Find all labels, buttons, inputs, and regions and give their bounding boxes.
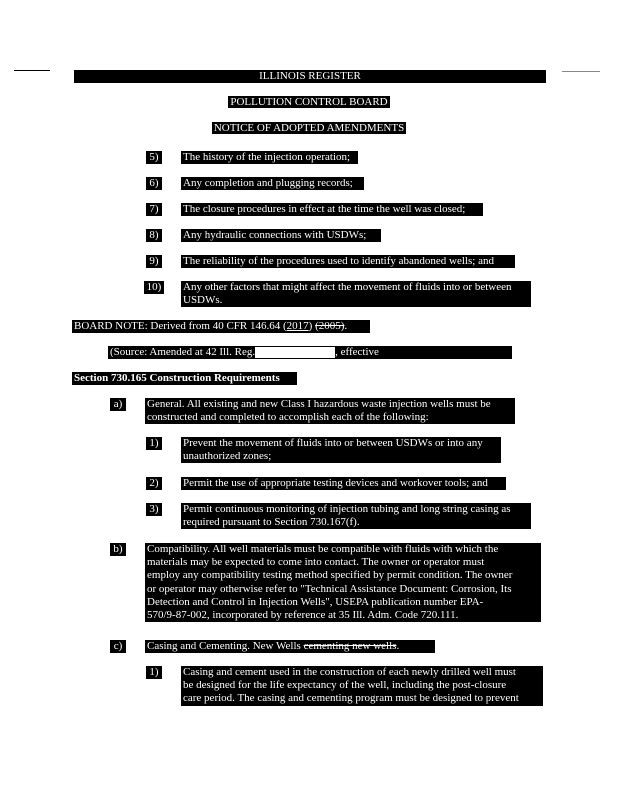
- list-item-text: Any hydraulic connections with USDWs;: [181, 229, 381, 242]
- subsection-text: General. All existing and new Class I hazardous waste injection wells must be constructed and completed to accomplish each of the following:: [145, 398, 515, 424]
- register-banner: [74, 70, 546, 83]
- subsection-text: Compatibility. All well materials must be compatible with fluids with which the materials may be expected to come into contact. The owner or operator must employ any compatibility testing method specified by permit condition. The owner or operator may otherwise refer to "Technical Assistance Document: Corrosion, Its Detection and Control in Injection Wells", USEPA publication number EPA- 570/9-87-002, incorporated by reference at 35 Ill. Adm. Code 720.111.: [145, 543, 541, 622]
- list-number: 1): [146, 437, 162, 450]
- list-item-text: The history of the injection operation;: [181, 151, 358, 164]
- left-edge-mark: [14, 70, 50, 71]
- list-item-text: Any other factors that might affect the movement of fluids into or between USDWs.: [181, 281, 531, 307]
- list-item-text: Permit the use of appropriate testing devices and workover tools; and: [181, 477, 506, 490]
- list-item-text: Prevent the movement of fluids into or between USDWs or into any unauthorized zones;: [181, 437, 501, 463]
- list-number: 1): [146, 666, 162, 679]
- list-item-text: Casing and cement used in the construction of each newly drilled well must be designed for the life expectancy of the well, including the post-closure care period. The casing and cementing program must be designed to prevent: [181, 666, 543, 706]
- list-item-text: Any completion and plugging records;: [181, 177, 364, 190]
- list-number: 5): [146, 151, 162, 164]
- notice-title: NOTICE OF ADOPTED AMENDMENTS: [213, 122, 405, 134]
- subsection-text: Casing and Cementing. New Wells cementing new wells.: [145, 640, 435, 653]
- list-number: 9): [146, 255, 162, 268]
- list-number: 3): [146, 503, 162, 516]
- subsection-letter: c): [110, 640, 126, 653]
- right-edge-mark: [562, 71, 600, 72]
- list-item-text: The closure procedures in effect at the time the well was closed;: [181, 203, 483, 216]
- list-number: 2): [146, 477, 162, 490]
- list-item-text: The reliability of the procedures used to identify abandoned wells; and: [181, 255, 515, 268]
- source-citation: (Source: Amended at 42 Ill. Reg. , effective ): [110, 346, 519, 358]
- list-number: 6): [146, 177, 162, 190]
- board-title: POLLUTION CONTROL BOARD: [230, 96, 388, 108]
- board-note: BOARD NOTE: Derived from 40 CFR 146.64 (2017) (2005).: [72, 320, 370, 333]
- list-item-text: Permit continuous monitoring of injection tubing and long string casing as required pursuant to Section 730.167(f).: [181, 503, 531, 529]
- section-title: Section 730.165 Construction Requirements: [72, 372, 297, 385]
- subsection-letter: b): [110, 543, 126, 556]
- list-number: 7): [146, 203, 162, 216]
- list-number: 10): [144, 281, 164, 294]
- list-number: 8): [146, 229, 162, 242]
- register-title: ILLINOIS REGISTER: [259, 70, 361, 82]
- subsection-letter: a): [110, 398, 126, 411]
